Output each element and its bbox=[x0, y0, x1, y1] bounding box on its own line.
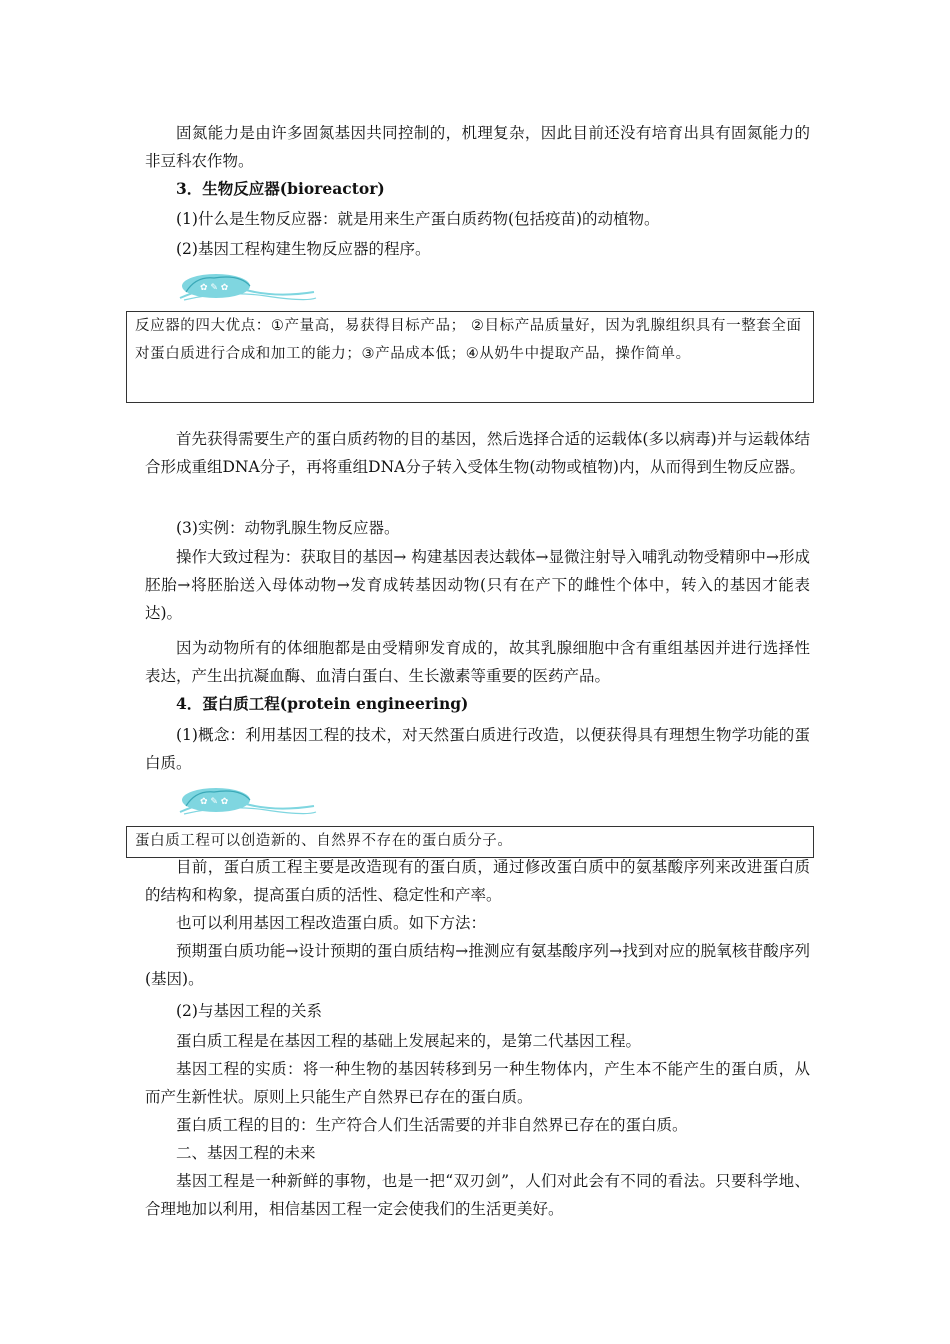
paragraph: 目前，蛋白质工程主要是改造现有的蛋白质，通过修改蛋白质中的氨基酸序列来改进蛋白质的结构和构象，提高蛋白质的活性、稳定性和产率。 bbox=[145, 858, 810, 904]
paragraph: 基因工程的实质：将一种生物的基因转移到另一种生物体内，产生本不能产生的蛋白质，从而产生新性状。原则上只能生产自然界已存在的蛋白质。 bbox=[145, 1060, 810, 1106]
note-badge-icon bbox=[176, 270, 318, 304]
paragraph: 因为动物所有的体细胞都是由受精卵发育成的，故其乳腺细胞中含有重组基因并进行选择性表达，产生出抗凝血酶、血清白蛋白、生长激素等重要的医药产品。 bbox=[145, 639, 810, 685]
paragraph: (3)实例：动物乳腺生物反应器。 bbox=[176, 519, 400, 537]
svg-text:✿ ✎ ✿: ✿ ✎ ✿ bbox=[200, 283, 229, 293]
paragraph: 也可以利用基因工程改造蛋白质。如下方法： bbox=[176, 914, 487, 932]
note-text: 反应器的四大优点：①产量高，易获得目标产品； ②目标产品质量好，因为乳腺组织具有一整套全面对蛋白质进行合成和加工的能力；③产品成本低；④从奶牛中提取产品，操作简单。 bbox=[135, 318, 802, 362]
paragraph: (2)与基因工程的关系 bbox=[176, 1002, 322, 1020]
paragraph: (1)概念：利用基因工程的技术，对天然蛋白质进行改造，以便获得具有理想生物学功能的蛋白质。 bbox=[145, 726, 810, 772]
svg-text:✿ ✎ ✿: ✿ ✎ ✿ bbox=[200, 797, 229, 807]
note-text: 蛋白质工程可以创造新的、自然界不存在的蛋白质分子。 bbox=[135, 833, 513, 849]
paragraph: 首先获得需要生产的蛋白质药物的目的基因，然后选择合适的运载体(多以病毒)并与运载体结合形成重组DNA分子，再将重组DNA分子转入受体生物(动物或植物)内，从而得到生物反应器。 bbox=[145, 430, 810, 476]
section-heading: 3．生物反应器(bioreactor) bbox=[176, 179, 385, 198]
paragraph: 基因工程是一种新鲜的事物，也是一把“双刃剑”，人们对此会有不同的看法。只要科学地、合理地加以利用，相信基因工程一定会使我们的生活更美好。 bbox=[145, 1172, 810, 1218]
paragraph: 蛋白质工程是在基因工程的基础上发展起来的，是第二代基因工程。 bbox=[176, 1032, 642, 1050]
note-badge-icon bbox=[176, 784, 318, 818]
paragraph: 预期蛋白质功能→设计预期的蛋白质结构→推测应有氨基酸序列→找到对应的脱氧核苷酸序列(基因)。 bbox=[145, 942, 810, 988]
section-heading: 4．蛋白质工程(protein engineering) bbox=[176, 694, 469, 713]
paragraph: 固氮能力是由许多固氮基因共同控制的，机理复杂，因此目前还没有培育出具有固氮能力的非豆科农作物。 bbox=[145, 124, 810, 170]
note-box bbox=[126, 311, 814, 403]
paragraph: (2)基因工程构建生物反应器的程序。 bbox=[176, 240, 431, 258]
paragraph: (1)什么是生物反应器：就是用来生产蛋白质药物(包括疫苗)的动植物。 bbox=[176, 210, 660, 228]
section-heading: 二、基因工程的未来 bbox=[176, 1144, 316, 1162]
paragraph: 蛋白质工程的目的：生产符合人们生活需要的并非自然界已存在的蛋白质。 bbox=[176, 1116, 688, 1134]
paragraph: 操作大致过程为：获取目的基因→ 构建基因表达载体→显微注射导入哺乳动物受精卵中→形成胚胎→将胚胎送入母体动物→发育成转基因动物(只有在产下的雌性个体中，转入的基因才能表达)。 bbox=[145, 548, 810, 622]
